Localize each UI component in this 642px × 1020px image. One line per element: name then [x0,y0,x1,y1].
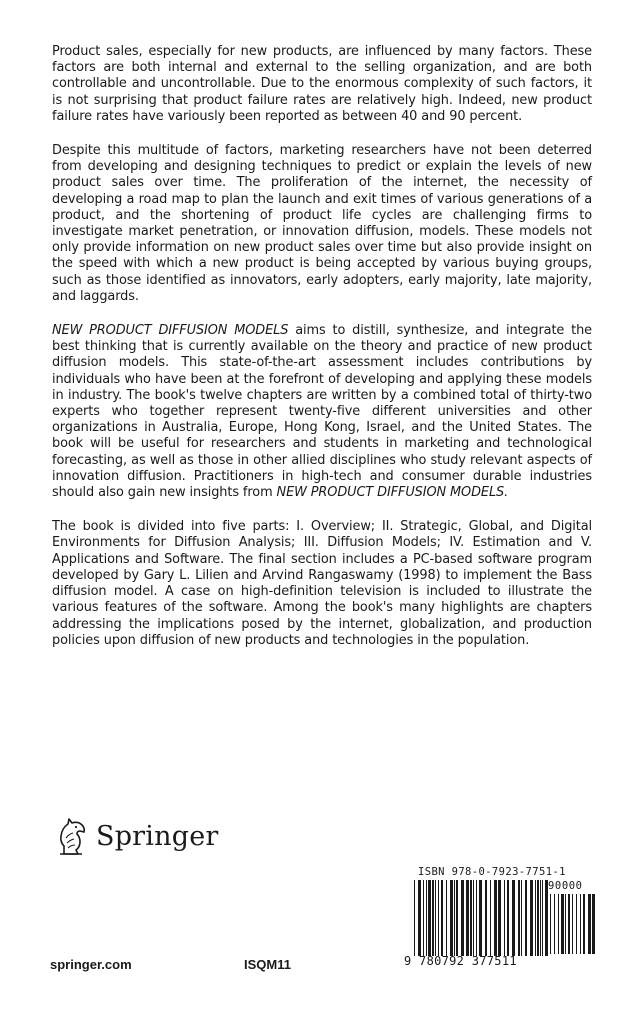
barcode-bar [473,880,474,956]
book-title-inline: NEW PRODUCT DIFFUSION MODELS [52,323,289,339]
barcode-bar [550,894,551,954]
paragraph-2: Despite this multitude of factors, marketing researchers have not been deterred from developing and designing techniques to predict or explain the levels of new product sales over time. The proliferation of the internet, the necessity of developing a road map to plan the launch and exit times of various generations of a product, and the shortening of product life cycles are challenging firms to investigate market penetration, or innovation diffusion, models. These models not only provide information on new product sales over time but also provide insight on the speed with which a new product is being accepted by various buying groups, such as those identified as innovators, early adopters, early majority, late majority, and laggards. [52,143,592,304]
barcode-bar [576,894,577,954]
barcode-bar [583,894,585,954]
isbn-barcode [404,866,596,970]
barcode-bar [418,880,421,956]
barcode-bar [498,880,501,956]
barcode-bar [545,880,548,956]
springer-logo [56,816,218,856]
addon-bars [550,894,596,954]
paragraph-3-body: aims to distill, synthesize, and integrate the best thinking that is currently available on the theory and practice of new product diffusion models. This state-of-the-art assessment includes contributions by individuals who have been at the forefront of developing and applying these models in industry. The book's twelve chapters are written by a combined total of thirty-two experts who together represent twenty-five different universities and other organizations in Australia, Europe, Hong Kong, Israel, and the United States. The book will be useful for researchers and students in marketing and technological forecasting, as well as those in other allied disciplines who study relevant aspects of innovation diffusion. Practitioners in high-tech and consumer durable industries should also gain new insights from [52,323,592,501]
barcode-bar [438,880,439,956]
barcode-bar [554,894,555,954]
barcode-bar [461,880,464,956]
barcode-bar [426,880,427,956]
book-title-inline-end: NEW PRODUCT DIFFUSION MODELS. [276,485,509,501]
barcode-bar [525,880,527,956]
barcode-bar [507,880,509,956]
barcode-bar [558,894,559,954]
barcode-bar [565,894,566,954]
barcode-bar [435,880,436,956]
publisher-name: Springer [96,820,219,852]
barcode-bar [588,894,591,954]
publisher-website: springer.com [50,957,132,972]
back-cover-text [52,44,592,667]
barcode-bar [504,880,505,956]
barcode-bar [414,880,415,956]
price-code: 90000 [548,880,583,892]
paragraph-3 [52,323,592,501]
paragraph-4: The book is divided into five parts: I. Overview; II. Strategic, Global, and Digital Environments for Diffusion Analysis; III. Diffusion Models; IV. Estimation and V. Applications and Software. The final section includes a PC-based software program developed by Gary L. Lilien and Arvind Rangaswamy (1998) to implement the Bass diffusion model. A case on high-definition television is included to illustrate the various features of the software. Among the book's many highlights are chapters addressing the implications posed by the internet, globalization, and production policies upon diffusion of new products and technologies in the population. [52,519,592,648]
barcode-bar [450,880,453,956]
barcode-bar [476,880,477,956]
barcode-bar [537,880,539,956]
barcode-bar [441,880,443,956]
barcode-bar [512,880,515,956]
barcode-bar [572,894,573,954]
barcode-bar [466,880,469,956]
barcode-bar [540,880,541,956]
barcode-bar [423,880,424,956]
barcode-bar [592,894,595,954]
barcode-bar [485,880,487,956]
barcode-bar [432,880,434,956]
barcode-bar [446,880,447,956]
barcode-bar [456,880,458,956]
barcode-bar [518,880,520,956]
barcode-bar [530,880,533,956]
barcode-bar [428,880,431,956]
barcode-bar [568,894,570,954]
barcode-bar [521,880,522,956]
barcode-bar [542,880,543,956]
ean-bars [414,880,552,956]
ean-digits: 9 780792 377511 [404,954,517,968]
barcode-bar [561,894,564,954]
subject-code: ISQM11 [244,957,291,972]
barcode-bar [580,894,581,954]
isbn-text: ISBN 978-0-7923-7751-1 [418,866,566,878]
barcode-bar [479,880,482,956]
barcode-bar [494,880,497,956]
barcode-bar [454,880,455,956]
springer-horse-icon [56,816,90,856]
barcode-bar [535,880,536,956]
barcode-bar [470,880,472,956]
barcode-bar [490,880,491,956]
paragraph-1: Product sales, especially for new products, are influenced by many factors. These factors are both internal and external to the selling organization, and are both controllable and uncontrollable. Due to the enormous complexity of such factors, it is not surprising that product failure rates are relatively high. Indeed, new product failure rates have variously been reported as between 40 and 90 percent. [52,44,592,124]
